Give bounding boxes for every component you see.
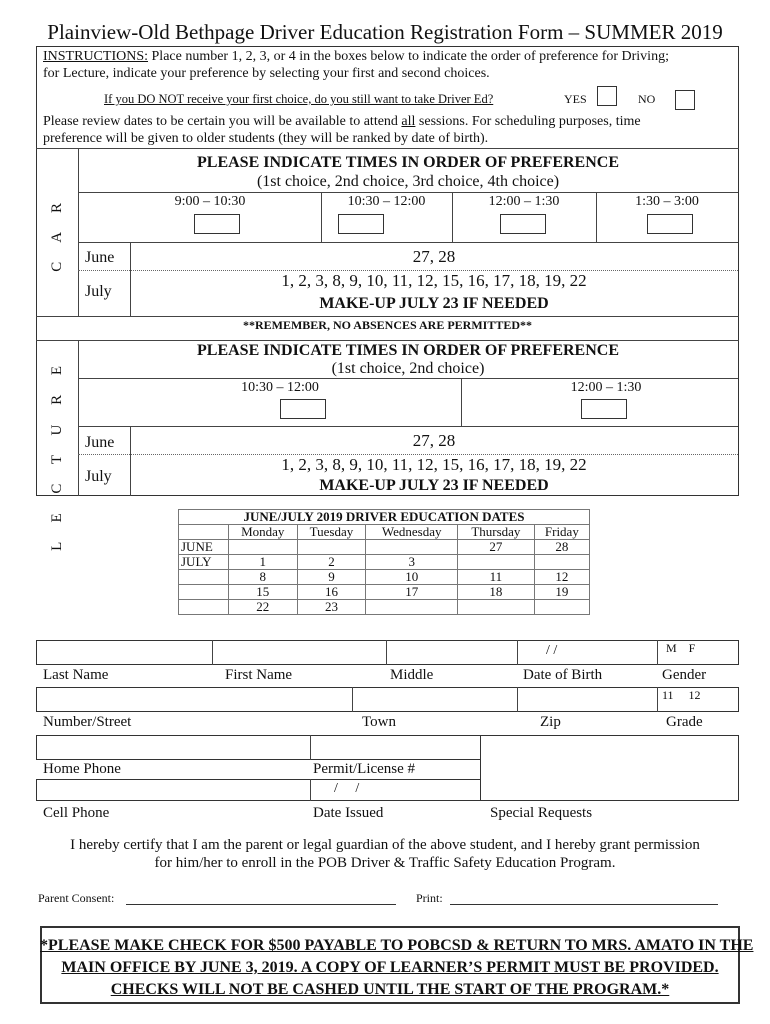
- calendar-row: [179, 585, 590, 600]
- review-text-c: sessions. For scheduling purposes, time: [415, 114, 641, 129]
- calendar-date: 10: [366, 570, 458, 585]
- calendar-date: 22: [229, 600, 298, 615]
- middle-input[interactable]: [386, 640, 517, 665]
- instructions-label: INSTRUCTIONS:: [43, 49, 149, 64]
- special-requests-input[interactable]: [480, 735, 739, 801]
- day-header: Thursday: [458, 525, 535, 540]
- day-header: Friday: [534, 525, 589, 540]
- lecture-time-2: 12:00 – 1:30: [570, 380, 642, 395]
- calendar-date: 18: [458, 585, 535, 600]
- middle-label: Middle: [390, 667, 434, 683]
- car-june-label: June: [85, 249, 115, 266]
- lecture-heading: PLEASE INDICATE TIMES IN ORDER OF PREFERENCE: [197, 342, 619, 359]
- calendar-date: [366, 600, 458, 615]
- lecture-time-1: 10:30 – 12:00: [241, 380, 319, 395]
- lecture-july-dates: 1, 2, 3, 8, 9, 10, 11, 12, 15, 16, 17, 18, 19, 22: [281, 455, 587, 474]
- lecture-preference-box-2[interactable]: [581, 399, 627, 419]
- lecture-side-label: L E C T U R E: [49, 358, 65, 551]
- instructions-line1: [43, 49, 669, 66]
- car-preference-box-1[interactable]: [194, 214, 240, 234]
- instructions-line2: for Lecture, indicate your preference by selecting your first and second choices.: [43, 66, 490, 81]
- car-makeup: MAKE-UP JULY 23 IF NEEDED: [319, 295, 549, 312]
- car-heading: PLEASE INDICATE TIMES IN ORDER OF PREFERENCE: [197, 154, 619, 171]
- street-label: Number/Street: [43, 714, 132, 730]
- gender-label: Gender: [662, 667, 707, 683]
- permit-label: Permit/License #: [313, 761, 416, 777]
- car-time-1: 9:00 – 10:30: [174, 194, 246, 209]
- certify-line1: I hereby certify that I am the parent or legal guardian of the above student, and I hereby grant permission: [70, 837, 700, 853]
- car-time-4: 1:30 – 3:00: [635, 194, 699, 209]
- home-phone-label: Home Phone: [43, 761, 121, 777]
- calendar-date: 27: [458, 540, 535, 555]
- calendar-date: 15: [229, 585, 298, 600]
- month-label: [179, 600, 229, 615]
- day-header: Wednesday: [366, 525, 458, 540]
- cell-phone-input[interactable]: [36, 779, 310, 801]
- calendar-date: 17: [366, 585, 458, 600]
- calendar-date: 9: [297, 570, 366, 585]
- calendar-corner: [179, 525, 229, 540]
- print-label: Print:: [416, 891, 443, 905]
- yes-label: YES: [564, 92, 587, 106]
- notice-line-3: CHECKS WILL NOT BE CASHED UNTIL THE START OF THE PROGRAM.*: [110, 981, 670, 998]
- review-text-a: Please review dates to be certain you will be available to attend: [43, 114, 402, 129]
- print-name-field[interactable]: [450, 904, 718, 915]
- review-line2: preference will be given to older students (they will be ranked by date of birth).: [43, 131, 489, 146]
- cell-phone-label: Cell Phone: [43, 805, 110, 821]
- grade-options[interactable]: 11 12: [662, 688, 701, 702]
- zip-input[interactable]: [517, 687, 657, 712]
- car-time-3: 12:00 – 1:30: [488, 194, 560, 209]
- calendar-date: 11: [458, 570, 535, 585]
- month-label: [179, 585, 229, 600]
- no-label: NO: [638, 92, 656, 106]
- parent-consent-label: Parent Consent:: [38, 891, 115, 905]
- calendar-date: 12: [534, 570, 589, 585]
- last-name-input[interactable]: [36, 640, 212, 665]
- town-input[interactable]: [352, 687, 517, 712]
- calendar-date: 28: [534, 540, 589, 555]
- car-june-dates: 27, 28: [412, 247, 456, 266]
- notice-line-2: MAIN OFFICE BY JUNE 3, 2019. A COPY OF LEARNER’S PERMIT MUST BE PROVIDED.: [61, 959, 719, 976]
- date-issued-input[interactable]: / /: [334, 781, 360, 796]
- calendar-row: [179, 600, 590, 615]
- permit-input[interactable]: [310, 735, 480, 760]
- calendar-date: [534, 600, 589, 615]
- calendar-date: [229, 540, 298, 555]
- calendar-date: 23: [297, 600, 366, 615]
- calendar-date: 3: [366, 555, 458, 570]
- first-name-label: First Name: [225, 667, 293, 683]
- dates-calendar: [178, 509, 590, 615]
- calendar-date: [297, 540, 366, 555]
- gender-options[interactable]: M F: [666, 641, 696, 655]
- last-name-label: Last Name: [43, 667, 109, 683]
- lecture-preference-box-1[interactable]: [280, 399, 326, 419]
- calendar-row: [179, 555, 590, 570]
- special-requests-label: Special Requests: [490, 805, 593, 821]
- review-text-all: all: [401, 114, 416, 129]
- calendar-row: [179, 570, 590, 585]
- calendar-date: [534, 555, 589, 570]
- calendar-date: 1: [229, 555, 298, 570]
- month-label: JUNE: [179, 540, 229, 555]
- first-name-input[interactable]: [212, 640, 386, 665]
- lecture-makeup: MAKE-UP JULY 23 IF NEEDED: [319, 477, 549, 494]
- home-phone-input[interactable]: [36, 735, 310, 760]
- yes-checkbox[interactable]: [597, 86, 617, 106]
- lecture-june-label: June: [85, 434, 115, 451]
- calendar-row: [179, 540, 590, 555]
- street-input[interactable]: [36, 687, 352, 712]
- town-label: Town: [362, 714, 396, 730]
- car-preference-box-2[interactable]: [338, 214, 384, 234]
- car-subheading: (1st choice, 2nd choice, 3rd choice, 4th choice): [256, 173, 560, 190]
- zip-label: Zip: [540, 714, 561, 730]
- month-label: [179, 570, 229, 585]
- second-choice-question: If you DO NOT receive your first choice, do you still want to take Driver Ed?: [104, 92, 494, 106]
- car-preference-box-4[interactable]: [647, 214, 693, 234]
- review-line1: [43, 114, 641, 131]
- grade-label: Grade: [666, 714, 703, 730]
- calendar-date: 2: [297, 555, 366, 570]
- parent-consent-signature[interactable]: [126, 904, 396, 915]
- instructions-text: Place number 1, 2, 3, or 4 in the boxes below to indicate the order of preference for Driving;: [148, 49, 669, 64]
- car-july-dates: 1, 2, 3, 8, 9, 10, 11, 12, 15, 16, 17, 18, 19, 22: [281, 271, 587, 290]
- dob-input[interactable]: / /: [546, 643, 558, 658]
- calendar-date: [458, 555, 535, 570]
- car-time-2: 10:30 – 12:00: [347, 194, 426, 209]
- notice-line-1: *PLEASE MAKE CHECK FOR $500 PAYABLE TO POBCSD & RETURN TO MRS. AMATO IN THE: [40, 937, 754, 954]
- calendar-date: 19: [534, 585, 589, 600]
- day-header: Monday: [229, 525, 298, 540]
- car-side-label: C A R: [49, 195, 65, 272]
- lecture-subheading: (1st choice, 2nd choice): [331, 360, 485, 377]
- lecture-june-dates: 27, 28: [412, 431, 456, 450]
- calendar-date: 16: [297, 585, 366, 600]
- no-checkbox[interactable]: [675, 90, 695, 110]
- car-preference-box-3[interactable]: [500, 214, 546, 234]
- date-issued-label: Date Issued: [313, 805, 384, 821]
- remember-note: **REMEMBER, NO ABSENCES ARE PERMITTED**: [242, 318, 533, 332]
- calendar-date: 8: [229, 570, 298, 585]
- month-label: JULY: [179, 555, 229, 570]
- calendar-date: [458, 600, 535, 615]
- day-header: Tuesday: [297, 525, 366, 540]
- car-july-label: July: [85, 283, 112, 300]
- certify-line2: for him/her to enroll in the POB Driver & Traffic Safety Education Program.: [154, 855, 616, 871]
- calendar-date: [366, 540, 458, 555]
- form-title: Plainview-Old Bethpage Driver Education Registration Form – SUMMER 2019: [47, 20, 723, 44]
- dob-label: Date of Birth: [523, 667, 603, 683]
- lecture-july-label: July: [85, 468, 112, 485]
- calendar-title: JUNE/JULY 2019 DRIVER EDUCATION DATES: [179, 510, 590, 525]
